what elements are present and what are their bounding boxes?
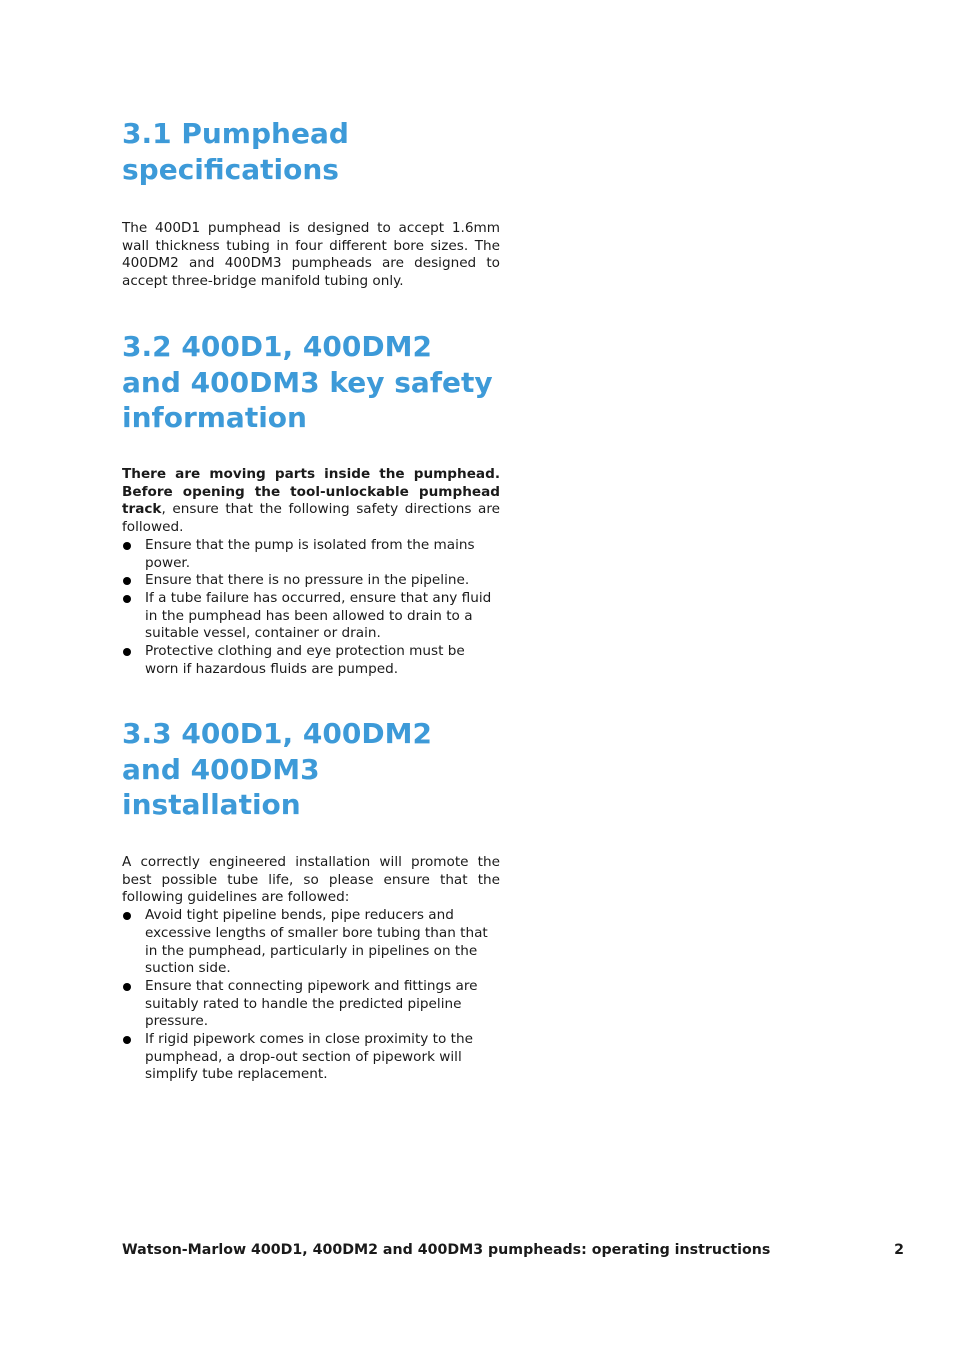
bullet-icon bbox=[123, 595, 131, 603]
safety-warning-bold-text: There are moving parts inside the pumphead. Before opening the tool-unlockable pumphead track bbox=[122, 466, 500, 518]
list-item bbox=[122, 643, 500, 678]
list-item bbox=[122, 1031, 500, 1084]
bullet-icon bbox=[123, 1036, 131, 1044]
list-item bbox=[122, 572, 500, 590]
section-body-safety bbox=[122, 466, 500, 678]
section-body-installation bbox=[122, 854, 500, 1084]
specifications-paragraph: The 400D1 pumphead is designed to accept 1.6mm wall thickness tubing in four different bore sizes. The 400DM2 and 400DM3 pumpheads are designed to accept three-bridge manifold tubing only. bbox=[122, 220, 500, 290]
installation-bullet-list bbox=[122, 907, 500, 1084]
section-heading-key-safety-information: 3.2 400D1, 400DM2 and 400DM3 key safety information bbox=[122, 330, 493, 434]
footer-document-title: Watson-Marlow 400D1, 400DM2 and 400DM3 pumpheads: operating instructions bbox=[122, 1242, 771, 1258]
list-item bbox=[122, 590, 500, 643]
list-item-text: Ensure that connecting pipework and fittings are suitably rated to handle the predicted pipeline pressure. bbox=[145, 977, 478, 1030]
list-item-text: If a tube failure has occurred, ensure that any fluid in the pumphead has been allowed to drain to a suitable vessel, container or drain. bbox=[145, 589, 492, 642]
safety-bullet-list bbox=[122, 537, 500, 679]
list-item bbox=[122, 907, 500, 978]
installation-intro-paragraph: A correctly engineered installation will promote the best possible tube life, so please ensure that the following guidelines are followed: bbox=[122, 854, 500, 906]
list-item bbox=[122, 537, 500, 572]
list-item bbox=[122, 978, 500, 1031]
section-heading-installation: 3.3 400D1, 400DM2 and 400DM3 installation bbox=[122, 717, 432, 821]
bullet-icon bbox=[123, 648, 131, 656]
section-heading-pumphead-specifications: 3.1 Pumphead specifications bbox=[122, 117, 349, 186]
safety-intro-paragraph bbox=[122, 466, 500, 537]
list-item-text: Protective clothing and eye protection must be worn if hazardous fluids are pumped. bbox=[145, 643, 465, 677]
list-item-text: If rigid pipework comes in close proximity to the pumphead, a drop-out section of pipework will simplify tube replacement. bbox=[145, 1031, 473, 1083]
page-number: 2 bbox=[894, 1242, 904, 1258]
list-item-text: Avoid tight pipeline bends, pipe reducers and excessive lengths of smaller bore tubing than that in the pumphead, particularly in pipelines on the suction side. bbox=[145, 907, 488, 977]
bullet-icon bbox=[123, 912, 131, 920]
safety-intro-rest: , ensure that the following safety directions are followed. bbox=[122, 501, 500, 536]
list-item-text: Ensure that the pump is isolated from the mains power. bbox=[145, 536, 475, 571]
bullet-icon bbox=[123, 577, 131, 585]
bullet-icon bbox=[123, 542, 131, 550]
bullet-icon bbox=[123, 983, 131, 991]
list-item-text: Ensure that there is no pressure in the pipeline. bbox=[145, 572, 470, 589]
section-body-specifications bbox=[122, 220, 500, 291]
